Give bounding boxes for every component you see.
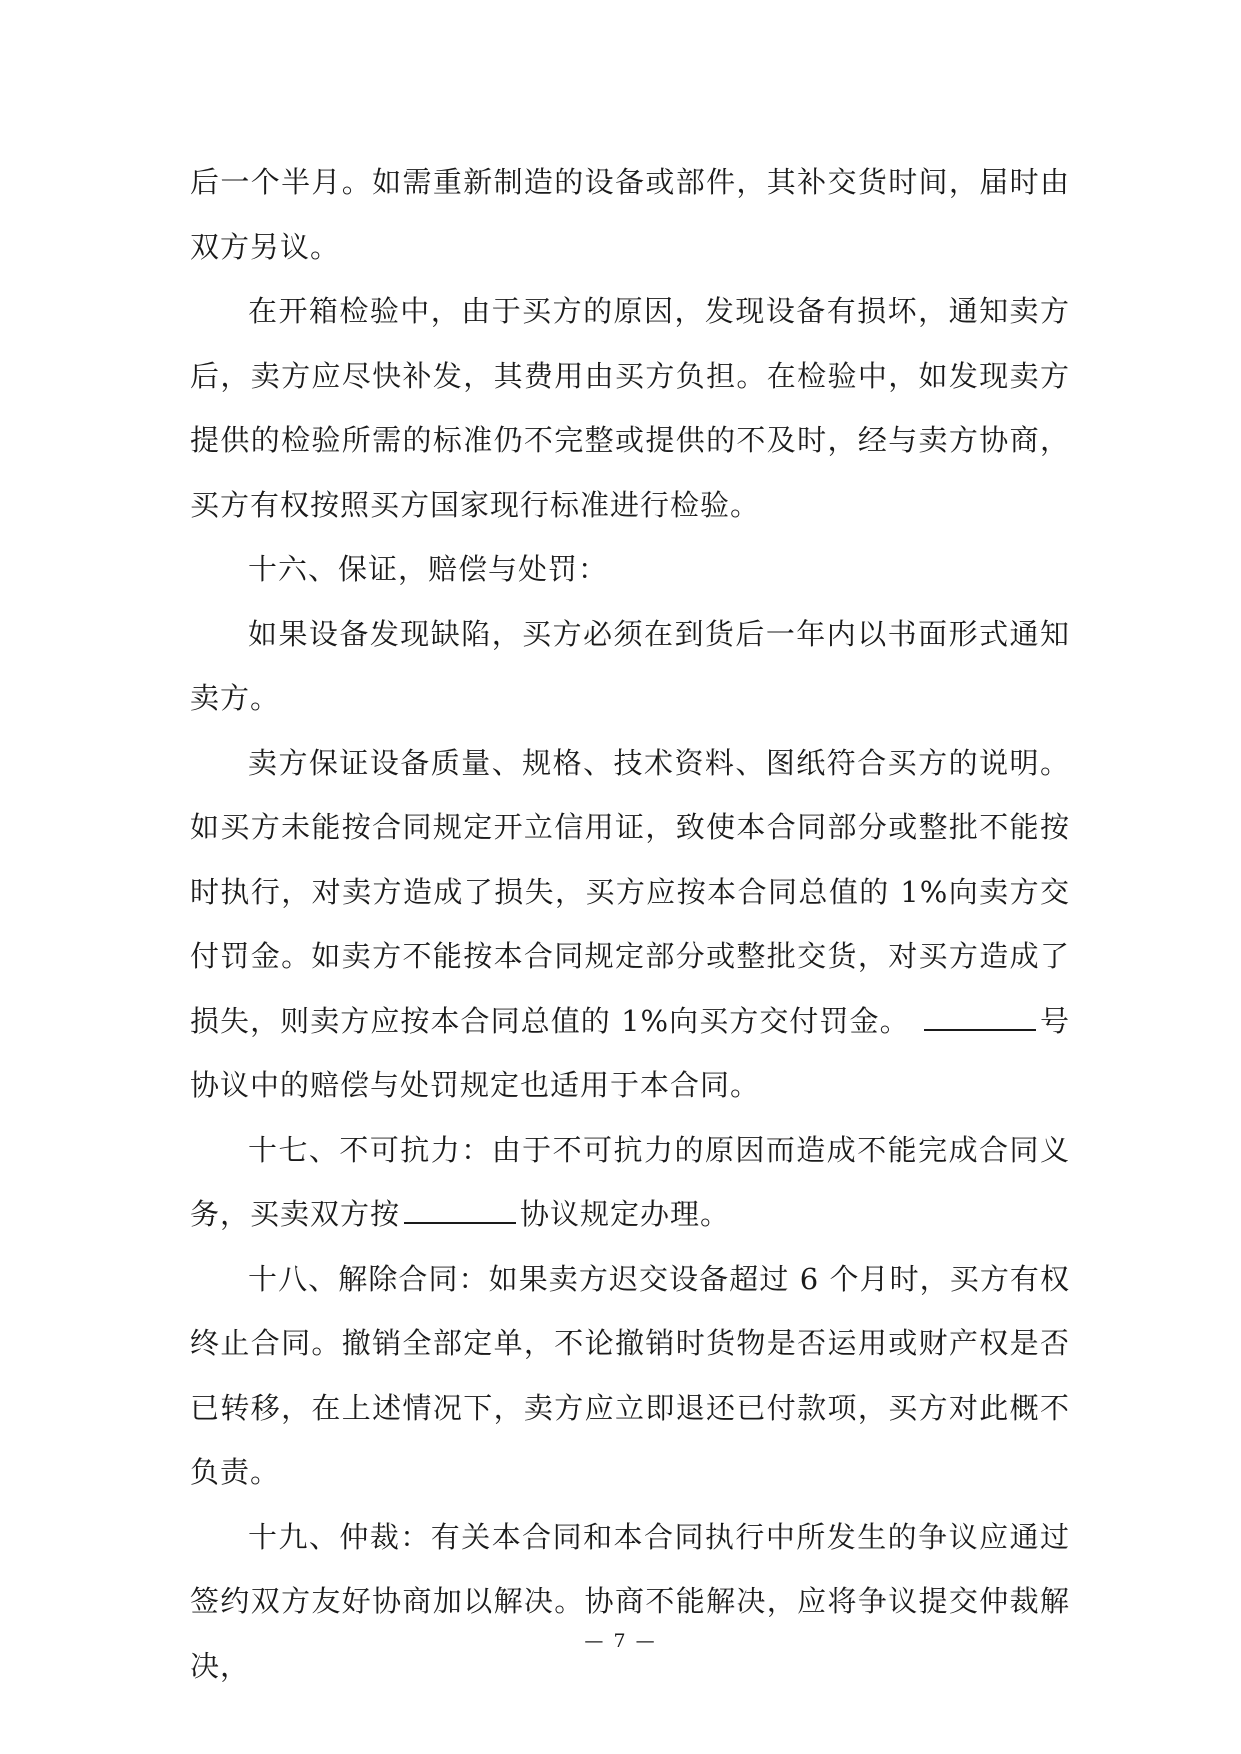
fill-in-blank-agreement bbox=[404, 1192, 516, 1224]
paragraph-5 bbox=[190, 731, 1070, 1118]
section-17-text-b: 协议规定办理。 bbox=[520, 1197, 731, 1231]
page-number: — 7 — bbox=[584, 1630, 657, 1652]
section-18-termination bbox=[190, 1247, 1070, 1505]
paragraph-1 bbox=[190, 150, 1070, 279]
section-18-text: 十八、解除合同：如果卖方迟交设备超过 6 个月时，买方有权终止合同。撤销全部定单，不论撤销时货物是否运用或财产权是否已转移，在上述情况下，卖方应立即退还已付款项，买方对此概不负责。 bbox=[190, 1261, 1070, 1489]
section-19-arbitration bbox=[190, 1505, 1070, 1699]
section-17-force-majeure bbox=[190, 1118, 1070, 1247]
section-17-text-a: 十七、不可抗力：由于不可抗力的原因而造成不能完成合同义务，买卖双方按 bbox=[190, 1132, 1070, 1231]
paragraph-2-text: 在开箱检验中，由于买方的原因，发现设备有损坏，通知卖方后，卖方应尽快补发，其费用由买方负担。在检验中，如发现卖方提供的检验所需的标准仍不完整或提供的不及时，经与卖方协商，买方有权按照买方国家现行标准进行检验。 bbox=[190, 294, 1070, 522]
fill-in-blank-agreement-number bbox=[924, 999, 1036, 1031]
paragraph-4-text: 如果设备发现缺陷，买方必须在到货后一年内以书面形式通知卖方。 bbox=[190, 616, 1070, 715]
section-heading-16 bbox=[190, 537, 1070, 602]
document-body bbox=[190, 150, 1070, 1698]
paragraph-2 bbox=[190, 279, 1070, 537]
paragraph-4 bbox=[190, 602, 1070, 731]
paragraph-5-text-a: 卖方保证设备质量、规格、技术资料、图纸符合买方的说明。如买方未能按合同规定开立信用证，致使本合同部分或整批不能按时执行，对卖方造成了损失，买方应按本合同总值的 1%向卖方交付罚金。如卖方不能按本合同规定部分或整批交货，对买方造成了损失，则卖方应按本合同总值的 1%向买方交付罚金。 bbox=[190, 745, 1070, 1038]
section-19-text: 十九、仲裁：有关本合同和本合同执行中所发生的争议应通过签约双方友好协商加以解决。协商不能解决，应将争议提交仲裁解决， bbox=[190, 1519, 1070, 1683]
paragraph-5-text-b: 号协议中的赔偿与处罚规定也适用于本合同。 bbox=[190, 1003, 1070, 1102]
paragraph-1-text: 后一个半月。如需重新制造的设备或部件，其补交货时间，届时由双方另议。 bbox=[190, 165, 1070, 264]
section-heading-16-text: 十六、保证，赔偿与处罚： bbox=[248, 552, 609, 586]
